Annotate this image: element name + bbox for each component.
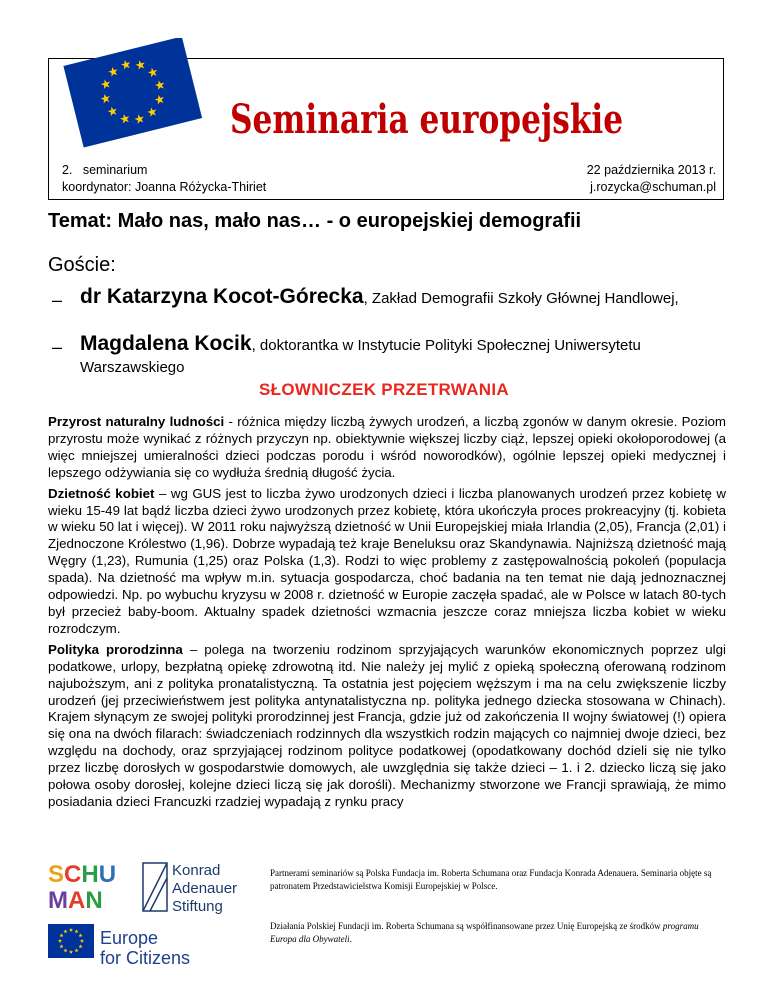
coordinator: koordynator: Joanna Różycka-Thiriet xyxy=(62,180,267,194)
dash-bullet: – xyxy=(52,337,63,357)
partners-note: Partnerami seminariów są Polska Fundacja im. Roberta Schumana oraz Fundacja Konrada Adenauera. Seminaria objęte są patronatem Przedstawicielstwa Komisji Europejskiej w Polsce. xyxy=(270,868,712,891)
svg-text:SCHU: SCHU xyxy=(48,861,117,888)
entry-term: Dzietność kobiet xyxy=(48,485,155,501)
eu-flag-small-icon xyxy=(48,924,94,958)
entry-term: Przyrost naturalny ludności xyxy=(48,414,225,429)
svg-text:MAN: MAN xyxy=(48,887,103,912)
schuman-logo xyxy=(48,860,128,917)
entry-term: Polityka prorodzinna xyxy=(48,641,183,657)
seminar-info xyxy=(62,162,266,196)
glossary-entry xyxy=(48,414,726,482)
guest-name: dr Katarzyna Kocot-Górecka xyxy=(80,285,364,308)
seminar-number: 2. seminarium xyxy=(62,163,148,177)
entry-text: – polega na tworzeniu rodzinom sprzyjających warunków ekonomicznych poprzez ulgi podatkowe, urlopy, bezpłatną opiekę zdrowotną itd. Nie należy jej mylić z opieką społeczną oferowaną rodzinom najuboższym, ani z polityka pronatalistyczną. Ta ostatnia jest pojęciem węższym i ma na celu zwiększenie liczby urodzeń (jej przeciwieństwem jest polityka antynatalistyczna np. polityka jednego dziecka stosowana w Chinach). Krajem słynącym ze swojej polityki prorodzinnej jest Francja, gdzie już od zakończenia II wojny światowej (!) opiera się ona na dwóch filarach: świadczeniach rodzinnych dla wszystkich rodzin mających co najmniej dwoje dzieci, bez względu na dochody, oraz sprzyjającej rodzinom polityce podatkowej (opodatkowany dochód dzieli się nie tylko przez liczbę dorosłych w gospodarstwie domowych, ale uwzględnia się także dzieci – 1. i 2. dziecko liczą się jako połowa osoby dorosłej, kolejne dzieci liczą się jak dorośli). Mechanizmy stworzone we Francji sprawiają, że mimo posiadania dzieci Francuzki rzadziej wypadają z rynku pracy xyxy=(48,641,726,809)
entry-text: – wg GUS jest to liczba żywo urodzonych dzieci i liczba planowanych urodzeń przez kobietę w wieku 15-49 lat bądź liczba dzieci żywo urodzonych przez kobietę, która ukończyła proces prokreacyjny (tj. kobieta w wieku 50 lat i więcej). W 2011 roku najwyższą dzietność w Unii Europejskiej miała Irlandia (2,05), Francja (2,01) i Zjednoczone Królestwo (1,96). Dobrze wypadają też kraje Beneluksu oraz Skandynawia. Najniższą dzietność mają Węgry (1,23), Rumunia (1,25) oraz Polska (1,3). Rodzi to więc problemy z zastępowalnością pokoleń (populacja spada). Na dzietność ma wpływ m.in. sytuacja gospodarcza, choć badania na ten temat nie dają jednoznacznej odpowiedzi. Np. po wybuchu kryzysu w 2008 r. dzietność w Europie zaczęła spadać, ale w Polsce w latach 80-tych był przecież baby-boom. Aktualny spadek dzietności wzmacnia jeszcze coraz mniejsza liczba kobiet w wieku rozrodczym. xyxy=(48,485,727,636)
contact-email[interactable]: j.rozycka@schuman.pl xyxy=(590,180,716,194)
entry-text: - różnica między liczbą żywych urodzeń, a liczbą zgonów w danym okresie. Poziom przyrostu może wynikać z różnych przyczyn np. obiektywnie większej liczby ciąż, lepszej opieki okołoporodowej (a więc mniejszej umieralności dzieci podczas porodu i wśród noworodków), ogólnie lepszej opieki medycznej i lepszego odżywiania się co wydłuża średnią długość życia. xyxy=(48,414,726,480)
glossary-entry xyxy=(48,642,726,811)
guests-label: Goście: xyxy=(48,254,116,276)
glossary-title: SŁOWNICZEK PRZETRWANIA xyxy=(259,380,509,399)
seminar-date: 22 października 2013 r. xyxy=(586,163,716,177)
kas-line: Konrad xyxy=(172,862,221,879)
guest-affiliation: , doktorantka w Instytucie Polityki Społecznej Uniwersytetu Warszawskiego xyxy=(80,337,641,376)
kas-line: Stiftung xyxy=(172,898,223,915)
glossary-body xyxy=(48,414,726,815)
efc-line: for Citizens xyxy=(100,948,191,968)
seminar-date-contact xyxy=(587,162,716,196)
dash-bullet: – xyxy=(52,290,63,310)
kas-mark-icon xyxy=(142,862,168,912)
kas-line: Adenauer xyxy=(172,880,238,897)
efc-line: Europe xyxy=(100,928,159,948)
europe-for-citizens-logo xyxy=(48,924,191,968)
guest-affiliation: , Zakład Demografii Szkoły Głównej Handlowej, xyxy=(363,290,679,307)
glossary-entry xyxy=(48,486,726,638)
series-title: Seminaria europejskie xyxy=(230,96,624,143)
guest-name: Magdalena Kocik xyxy=(80,332,252,355)
program-name: programu Europa dla Obywateli xyxy=(270,921,699,944)
funding-note: Działania Polskiej Fundacji im. Roberta Schumana są współfinansowane przez Unię Europejską ze środków programu Europa dla Obywateli. xyxy=(270,921,699,944)
konrad-adenauer-logo xyxy=(142,862,238,917)
eu-flag-icon xyxy=(58,38,208,148)
topic-heading: Temat: Mało nas, mało nas… - o europejskiej demografii xyxy=(48,210,582,232)
